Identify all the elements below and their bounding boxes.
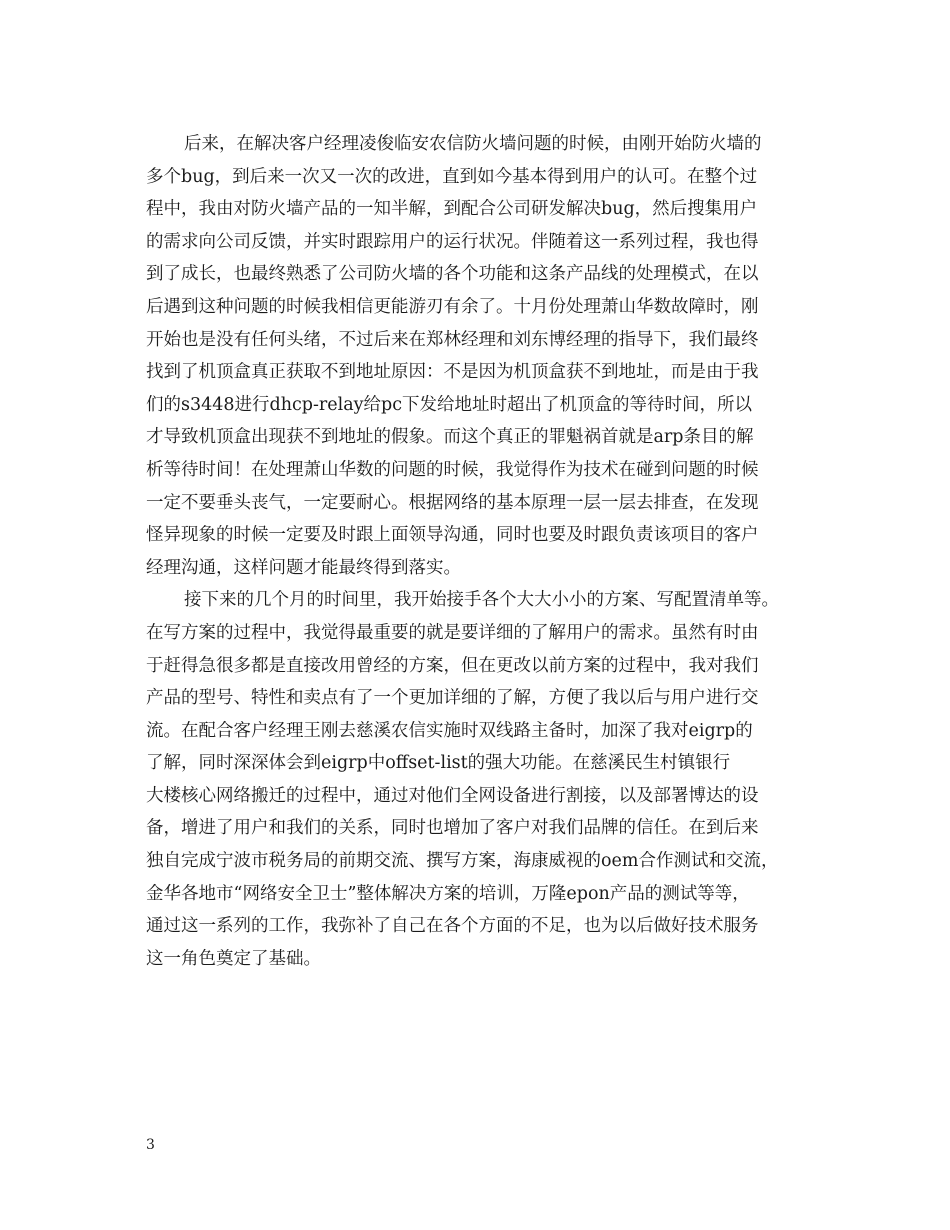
text-line: 产品的型号、特性和卖点有了一个更加详细的了解，方便了我以后与用户进行交 <box>146 688 759 709</box>
body-text <box>146 128 806 975</box>
text-line: 开始也是没有任何头绪，不过后来在郑林经理和刘东博经理的指导下，我们最终 <box>146 329 759 350</box>
text-line: 接下来的几个月的时间里，我开始接手各个大大小小的方案、写配置清单等。 <box>184 590 779 611</box>
text-line: 通过这一系列的工作，我弥补了自己在各个方面的不足，也为以后做好技术服务 <box>146 916 759 937</box>
text-line: 了解，同时深深体会到eigrp中offset-list的强大功能。在慈溪民生村镇银行 <box>146 753 731 774</box>
text-line: 金华各地市“网络安全卫士”整体解决方案的培训，万隆epon产品的测试等等， <box>146 883 750 904</box>
text-line: 怪异现象的时候一定要及时跟上面领导沟通，同时也要及时跟负责该项目的客户 <box>146 525 759 546</box>
text-line: 程中，我由对防火墙产品的一知半解，到配合公司研发解决bug，然后搜集用户 <box>146 199 758 220</box>
page-number: 3 <box>146 1137 155 1153</box>
text-line: 一定不要垂头丧气，一定要耐心。根据网络的基本原理一层一层去排查，在发现 <box>146 492 759 513</box>
text-line: 们的s3448进行dhcp-relay给pc下发给地址时超出了机顶盒的等待时间，所以 <box>146 394 753 415</box>
text-line: 备，增进了用户和我们的关系，同时也增加了客户对我们品牌的信任。在到后来 <box>146 818 759 839</box>
text-line: 流。在配合客户经理王刚去慈溪农信实施时双线路主备时，加深了我对eigrp的 <box>146 720 753 741</box>
text-line: 大楼核心网络搬迁的过程中，通过对他们全网设备进行割接，以及部署博达的设 <box>146 785 759 806</box>
text-line: 这一角色奠定了基础。 <box>146 948 321 969</box>
text-line: 于赶得急很多都是直接改用曾经的方案，但在更改以前方案的过程中，我对我们 <box>146 655 759 676</box>
text-line: 找到了机顶盒真正获取不到地址原因：不是因为机顶盒获不到地址，而是由于我 <box>146 362 759 383</box>
text-line: 析等待时间！在处理萧山华数的问题的时候，我觉得作为技术在碰到问题的时候 <box>146 459 759 480</box>
text-line: 在写方案的过程中，我觉得最重要的就是要详细的了解用户的需求。虽然有时由 <box>146 622 759 643</box>
text-line: 经理沟通，这样问题才能最终得到落实。 <box>146 557 461 578</box>
text-line: 的需求向公司反馈，并实时跟踪用户的运行状况。伴随着这一系列过程，我也得 <box>146 231 759 252</box>
paragraph-1 <box>146 128 806 584</box>
text-line: 后遇到这种问题的时候我相信更能游刃有余了。十月份处理萧山华数故障时，刚 <box>146 296 759 317</box>
text-line: 后来，在解决客户经理凌俊临安农信防火墙问题的时候，由刚开始防火墙的 <box>184 134 762 154</box>
text-line: 多个bug，到后来一次又一次的改进，直到如今基本得到用户的认可。在整个过 <box>146 166 758 187</box>
paragraph-2 <box>146 584 806 975</box>
text-line: 到了成长，也最终熟悉了公司防火墙的各个功能和这条产品线的处理模式，在以 <box>146 264 759 285</box>
text-line: 独自完成宁波市税务局的前期交流、撰写方案，海康威视的oem合作测试和交流， <box>146 851 779 872</box>
text-line: 才导致机顶盒出现获不到地址的假象。而这个真正的罪魁祸首就是arp条目的解 <box>146 427 754 448</box>
